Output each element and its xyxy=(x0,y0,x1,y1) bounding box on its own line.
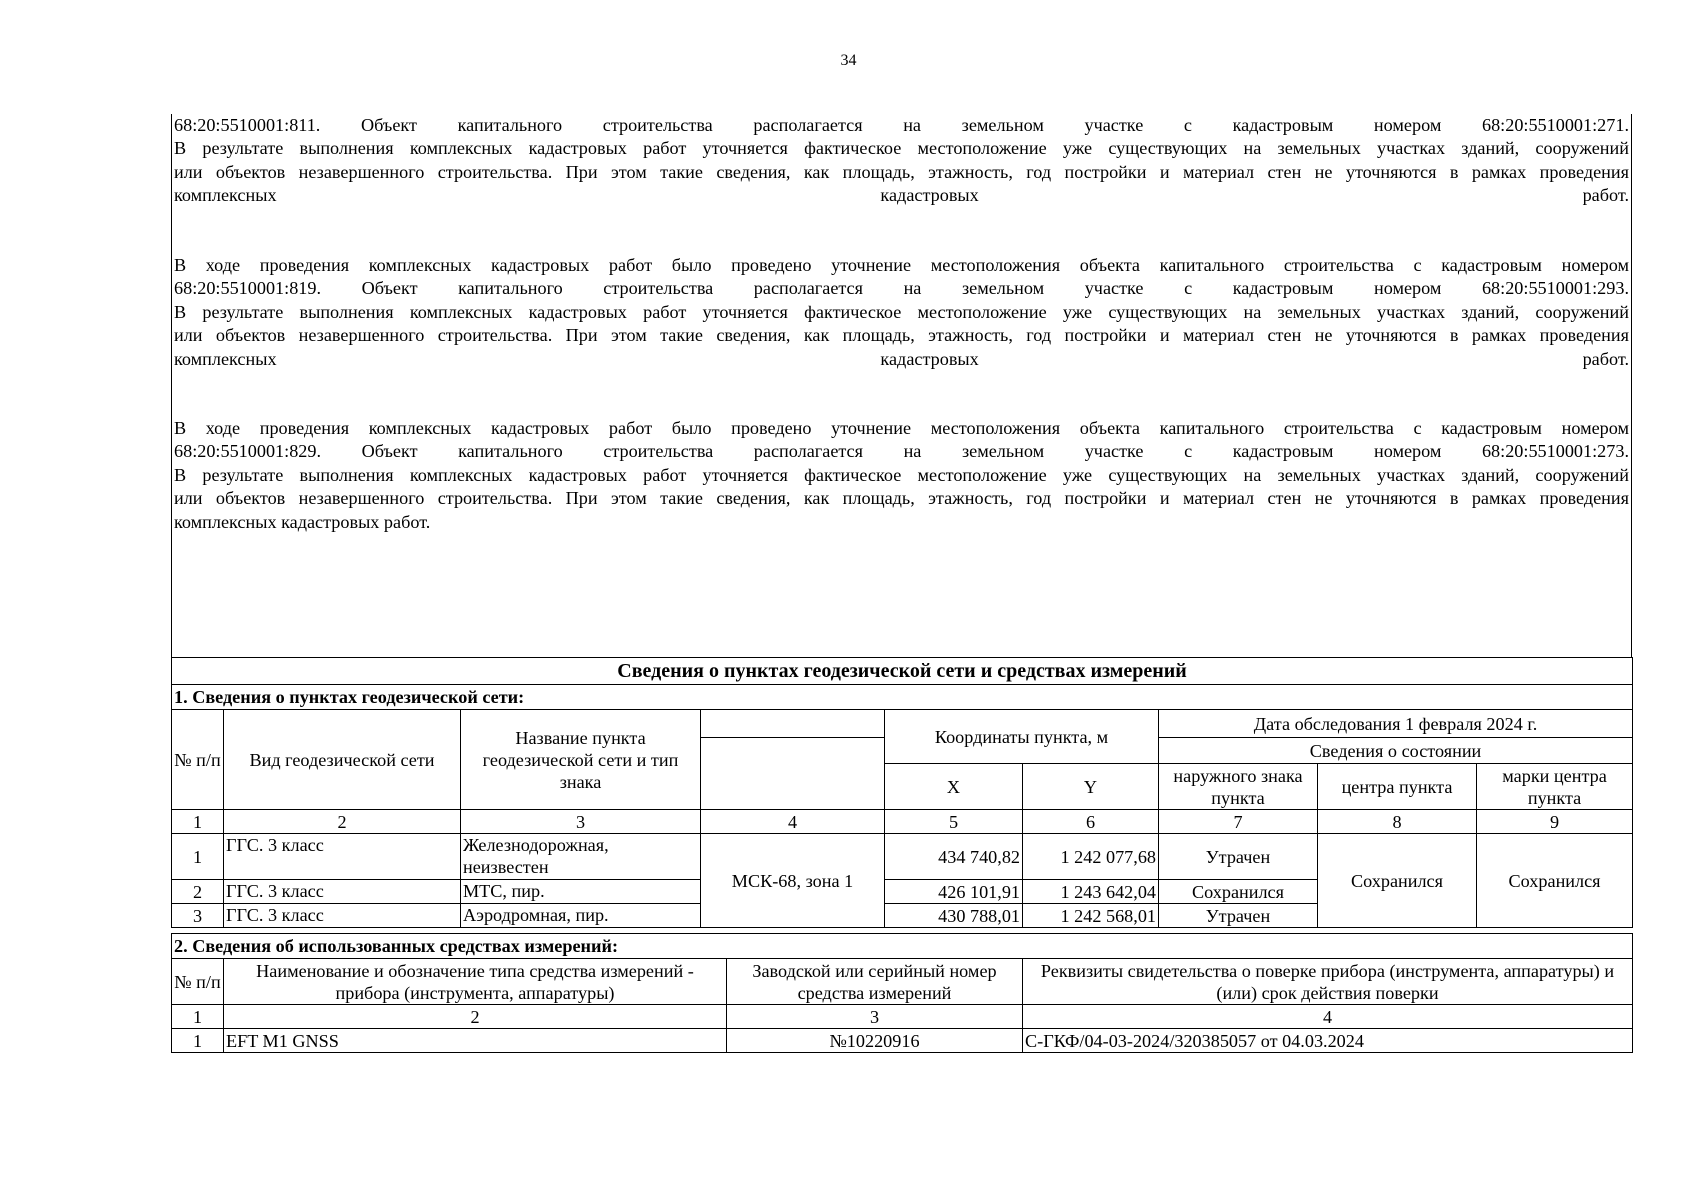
row-num: 3 xyxy=(172,904,224,928)
paragraph-line: или объектов незавершенного строительства. При этом такие сведения, как площадь, этажность, год постройки и материал стен не уточняются в рамках проведения xyxy=(174,325,1629,346)
row-serial: №10220916 xyxy=(727,1029,1023,1053)
header-certificate: Реквизиты свидетельства о поверке прибора (инструмента, аппаратуры) и (или) срок действия поверки xyxy=(1023,959,1633,1005)
header-blank xyxy=(701,738,885,810)
paragraph-line: В результате выполнения комплексных кадастровых работ уточняется фактическое местоположение уже существующих на земельных участках зданий, сооружений xyxy=(174,301,1629,322)
header-condition: Сведения о состоянии xyxy=(1159,738,1633,764)
paragraph-3 xyxy=(174,417,1629,534)
geodetic-network-table xyxy=(171,657,1633,928)
col-number: 9 xyxy=(1477,810,1633,834)
row-type: ГГС. 3 класс xyxy=(224,880,461,904)
header-x: X xyxy=(885,764,1023,810)
col-number: 5 xyxy=(885,810,1023,834)
paragraph-line: 68:20:5510001:811. Объект капитального строительства располагается на земельном участке с кадастровым номером 68:20:5510001:271. xyxy=(174,115,1629,135)
coord-system: МСК-68, зона 1 xyxy=(701,834,885,928)
row-type: ГГС. 3 класс xyxy=(224,904,461,928)
row-x: 430 788,01 xyxy=(885,904,1023,928)
header-center-mark: марки центра пункта xyxy=(1477,764,1633,810)
col-number: 1 xyxy=(172,810,224,834)
paragraph-line: или объектов незавершенного строительства. При этом такие сведения, как площадь, этажность, год постройки и материал стен не уточняются в рамках проведения xyxy=(174,161,1629,182)
header-blank xyxy=(701,710,885,738)
paragraph-line: комплексных кадастровых работ. xyxy=(174,348,1629,369)
header-coords: Координаты пункта, м xyxy=(885,710,1159,764)
text-frame xyxy=(171,114,1632,657)
paragraph-line: В ходе проведения комплексных кадастровых работ было проведено уточнение местоположения объекта капитального строительства с кадастровым номером xyxy=(174,418,1629,438)
row-num: 2 xyxy=(172,880,224,904)
row-name: МТС, пир. xyxy=(461,880,701,904)
row-name: Железнодорожная, неизвестен xyxy=(461,834,701,880)
page-number: 34 xyxy=(840,52,857,69)
paragraph-2 xyxy=(174,254,1629,371)
row-outer-state: Утрачен xyxy=(1159,834,1318,880)
col-number: 7 xyxy=(1159,810,1318,834)
col-number: 4 xyxy=(701,810,885,834)
section-subtitle: 2. Сведения об использованных средствах измерений: xyxy=(172,934,1633,959)
col-number: 3 xyxy=(461,810,701,834)
header-center: центра пункта xyxy=(1318,764,1477,810)
row-name: Аэродромная, пир. xyxy=(461,904,701,928)
row-type: ГГС. 3 класс xyxy=(224,834,461,880)
col-number: 4 xyxy=(1023,1005,1633,1029)
instruments-table xyxy=(171,933,1633,1053)
header-instrument: Наименование и обозначение типа средства измерений - прибора (инструмента, аппаратуры) xyxy=(224,959,727,1005)
col-number: 2 xyxy=(224,1005,727,1029)
col-number: 2 xyxy=(224,810,461,834)
col-number: 8 xyxy=(1318,810,1477,834)
paragraph-line: В результате выполнения комплексных кадастровых работ уточняется фактическое местоположение уже существующих на земельных участках зданий, сооружений xyxy=(174,138,1629,159)
row-y: 1 242 077,68 xyxy=(1023,834,1159,880)
paragraph-line: В результате выполнения комплексных кадастровых работ уточняется фактическое местоположение уже существующих на земельных участках зданий, сооружений xyxy=(174,464,1629,485)
row-certificate: С-ГКФ/04-03-2024/320385057 от 04.03.2024 xyxy=(1023,1029,1633,1053)
header-y: Y xyxy=(1023,764,1159,810)
header-num: № п/п xyxy=(172,959,224,1005)
paragraph-line: комплексных кадастровых работ. xyxy=(174,511,431,532)
section-title: Сведения о пунктах геодезической сети и средствах измерений xyxy=(172,658,1633,685)
paragraph-line: 68:20:5510001:829. Объект капитального строительства располагается на земельном участке с кадастровым номером 68:20:5510001:273. xyxy=(174,441,1629,462)
header-serial: Заводской или серийный номер средства измерений xyxy=(727,959,1023,1005)
paragraph-line: комплексных кадастровых работ. xyxy=(174,185,1629,206)
table-row xyxy=(172,1029,1633,1053)
header-point-name: Название пункта геодезической сети и тип знака xyxy=(461,710,701,810)
row-instrument: EFT M1 GNSS xyxy=(224,1029,727,1053)
paragraph-1 xyxy=(174,114,1629,208)
header-num: № п/п xyxy=(172,710,224,810)
mark-state: Сохранился xyxy=(1477,834,1633,928)
center-state: Сохранился xyxy=(1318,834,1477,928)
col-number: 3 xyxy=(727,1005,1023,1029)
header-outer-sign: наружного знака пункта xyxy=(1159,764,1318,810)
paragraph-line: или объектов незавершенного строительства. При этом такие сведения, как площадь, этажность, год постройки и материал стен не уточняются в рамках проведения xyxy=(174,488,1629,509)
table-row xyxy=(172,834,1633,880)
col-number: 6 xyxy=(1023,810,1159,834)
section-subtitle: 1. Сведения о пунктах геодезической сети: xyxy=(172,685,1633,710)
row-num: 1 xyxy=(172,834,224,880)
row-num: 1 xyxy=(172,1029,224,1053)
row-x: 426 101,91 xyxy=(885,880,1023,904)
paragraph-line: В ходе проведения комплексных кадастровых работ было проведено уточнение местоположения объекта капитального строительства с кадастровым номером xyxy=(174,255,1629,275)
row-outer-state: Сохранился xyxy=(1159,880,1318,904)
col-number: 1 xyxy=(172,1005,224,1029)
row-y: 1 243 642,04 xyxy=(1023,880,1159,904)
paragraph-line: 68:20:5510001:819. Объект капитального строительства располагается на земельном участке с кадастровым номером 68:20:5510001:293. xyxy=(174,278,1629,299)
row-x: 434 740,82 xyxy=(885,834,1023,880)
header-survey-date: Дата обследования 1 февраля 2024 г. xyxy=(1159,710,1633,738)
row-y: 1 242 568,01 xyxy=(1023,904,1159,928)
row-outer-state: Утрачен xyxy=(1159,904,1318,928)
header-network-type: Вид геодезической сети xyxy=(224,710,461,810)
